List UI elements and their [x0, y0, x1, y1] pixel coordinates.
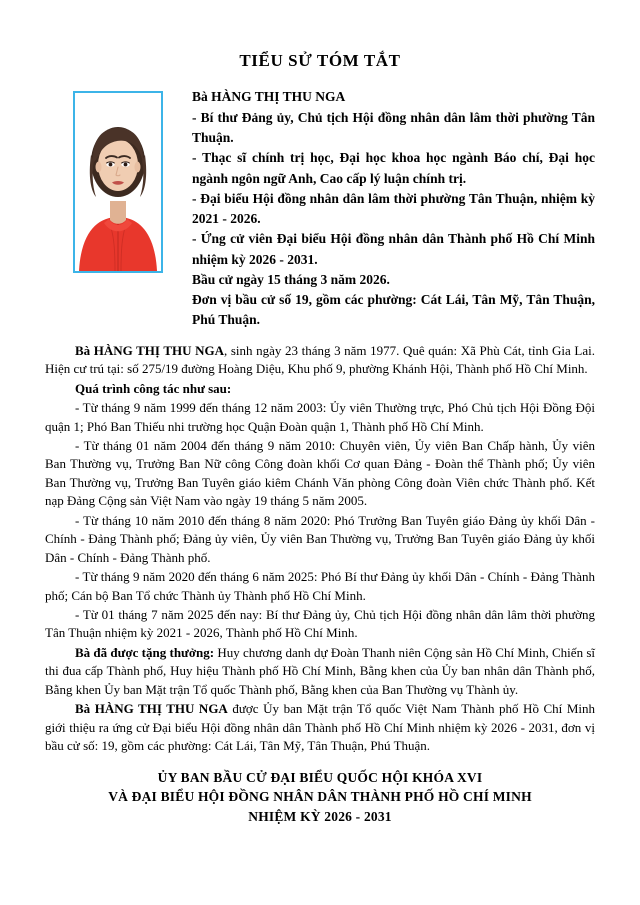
nomination-name: Bà HÀNG THỊ THU NGA	[75, 701, 228, 717]
intro-rest: , sinh ngày 23 tháng 3 năm 1977. Quê quán: Xã Phù Cát, tỉnh Gia Lai. Hiện cư trú tại: số 275/19 đường Hoàng Diệu, Khu phố 9, phường Khánh Hội, Thành phố Hồ Chí Minh.	[45, 342, 595, 377]
intro-paragraph	[45, 342, 595, 379]
career-item: - Từ tháng 01 năm 2004 đến tháng 9 năm 2010: Chuyên viên, Ủy viên Ban Chấp hành, Ủy viên Ban Thường vụ, Trưởng Ban Nữ công Công đoàn khối Cơ quan Đảng - Đoàn thể Thành phố; Ủy viên Ban Thường vụ, Trưởng Ban Tuyên giáo kiêm Chánh Văn phòng Công đoàn Viên chức Thành phố. Kết nạp Đảng Cộng sản Việt Nam vào ngày 19 tháng 5 năm 2005.	[45, 437, 595, 509]
nomination-paragraph	[45, 700, 595, 755]
candidate-header	[0, 87, 640, 331]
summary-position: - Bí thư Đảng ủy, Chủ tịch Hội đồng nhân dân lâm thời phường Tân Thuận.	[192, 109, 595, 146]
candidate-name: Bà HÀNG THỊ THU NGA	[192, 88, 346, 104]
page-title: TIỂU SỬ TÓM TẮT	[239, 51, 401, 70]
intro-name: Bà HÀNG THỊ THU NGA	[75, 342, 224, 358]
biography-body	[0, 342, 640, 756]
summary-current-delegate: - Đại biểu Hội đồng nhân dân lâm thời phường Tân Thuận, nhiệm kỳ 2021 - 2026.	[192, 190, 595, 227]
summary-candidacy: - Ứng cử viên Đại biểu Hội đồng nhân dân Thành phố Hồ Chí Minh nhiệm kỳ 2026 - 2031.	[192, 231, 595, 267]
summary-column	[190, 87, 595, 331]
authority-line-3: NHIỆM KỲ 2026 - 2031	[248, 808, 392, 824]
career-item: - Từ tháng 10 năm 2010 đến tháng 8 năm 2020: Phó Trưởng Ban Tuyên giáo Đảng ủy khối Dân - Chính - Đảng Thành phố; Đảng ủy viên, Ủy viên Ban Thường vụ, Trưởng Ban Tuyên giáo Đảng ủy khối Dân - Chính - Đảng Thành phố.	[45, 512, 595, 565]
portrait-illustration	[75, 93, 161, 271]
career-item: - Từ tháng 9 năm 2020 đến tháng 6 năm 2025: Phó Bí thư Đảng ủy khối Dân - Chính - Đảng Thành phố; Cán bộ Ban Tổ chức Thành ủy Thành phố Hồ Chí Minh.	[45, 569, 595, 603]
candidate-portrait	[73, 91, 163, 273]
authority-line-1: ỦY BAN BẦU CỬ ĐẠI BIỂU QUỐC HỘI KHÓA XVI	[157, 769, 483, 785]
summary-education: - Thạc sĩ chính trị học, Đại học khoa học ngành Báo chí, Đại học ngành ngôn ngữ Anh, Cao cấp lý luận chính trị.	[192, 150, 595, 186]
authority-line-2: VÀ ĐẠI BIỂU HỘI ĐỒNG NHÂN DÂN THÀNH PHỐ HỒ CHÍ MINH	[108, 789, 532, 805]
photo-column	[45, 87, 190, 273]
issuing-authority	[0, 768, 640, 827]
awards-paragraph	[45, 644, 595, 699]
career-item: - Từ 01 tháng 7 năm 2025 đến nay: Bí thư Đảng ủy, Chủ tịch Hội đồng nhân dân lâm thời phường Tân Thuận nhiệm kỳ 2021 - 2026, Thành phố Hồ Chí Minh.	[45, 607, 595, 641]
summary-constituency: Đơn vị bầu cử số 19, gồm các phường: Cát Lái, Tân Mỹ, Tân Thuận, Phú Thuận.	[192, 292, 595, 328]
awards-text: Huy chương danh dự Đoàn Thanh niên Cộng sản Hồ Chí Minh, Chiến sĩ thi đua cấp Thành phố, Huy hiệu Thành phố Hồ Chí Minh, Bằng khen của Ủy ban nhân dân Thành phố, Bằng khen Ủy ban Mặt trận Tổ quốc Thành phố, Bằng khen của Ban Thường vụ Thành ủy.	[45, 644, 595, 697]
career-item: - Từ tháng 9 năm 1999 đến tháng 12 năm 2003: Ủy viên Thường trực, Phó Chủ tịch Hội Đồng Đội quận 1; Phó Ban Thiếu nhi trường học Quận Đoàn quận 1, Thành phố Hồ Chí Minh.	[45, 400, 595, 434]
nomination-rest: được Ủy ban Mặt trận Tổ quốc Việt Nam Thành phố Hồ Chí Minh giới thiệu ra ứng cử Đại biểu Hội đồng nhân dân Thành phố Hồ Chí Minh nhiệm kỳ 2026 - 2031, đơn vị bầu cử số: 19, gồm các phường: Cát Lái, Tân Mỹ, Tân Thuận, Phú Thuận.	[45, 701, 596, 754]
career-heading: Quá trình công tác như sau:	[75, 380, 232, 396]
awards-label: Bà đã được tặng thưởng:	[75, 644, 215, 660]
summary-election-date: Bầu cử ngày 15 tháng 3 năm 2026.	[192, 271, 390, 287]
